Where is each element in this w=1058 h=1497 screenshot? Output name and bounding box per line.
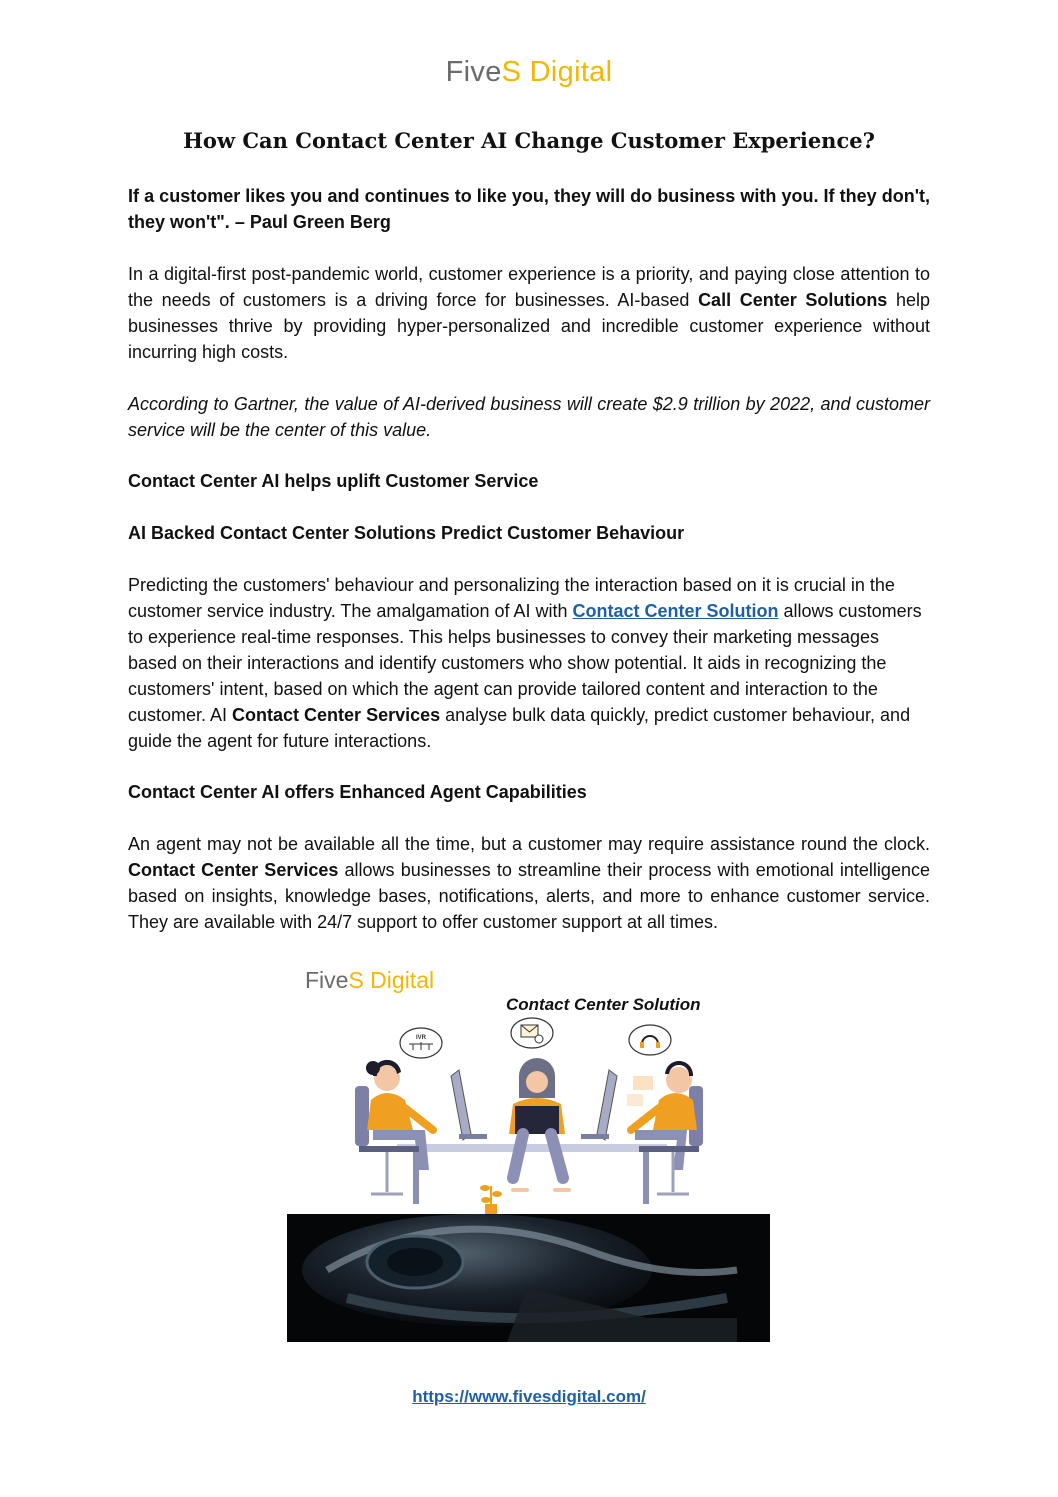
heading-predict: AI Backed Contact Center Solutions Predict Customer Behaviour (128, 523, 685, 543)
predict-text-3: analyse bulk data quickly, predict customer behaviour, and guide the agent for future interactions. (128, 705, 911, 751)
intro-paragraph (128, 261, 930, 365)
heading-uplift: Contact Center AI helps uplift Customer Service (128, 471, 539, 491)
note-decoration (627, 1094, 643, 1106)
headset-bubble-icon (629, 1025, 671, 1055)
footer-url (0, 1387, 1058, 1407)
agent-text-2: allows businesses to streamline their process with emotional intelligence based on insights, knowledge bases, notifications, alerts, and more to enhance customer service. They are available with 24/7 support to offer customer support at all times. (128, 860, 930, 932)
gartner-paragraph: According to Gartner, the value of AI-derived business will create $2.9 trillion by 2022, and customer service will be the center of this value. (128, 394, 930, 440)
ivr-label: IVR (415, 1035, 427, 1041)
contact-center-solution-link[interactable]: Contact Center Solution (572, 601, 779, 621)
predict-paragraph (128, 572, 930, 754)
mail-icon (511, 1018, 553, 1048)
predict-text-1: Predicting the customers' behaviour and personalizing the interaction based on it is crucial in the customer service industry. The amalgamation of AI with (128, 575, 895, 621)
brand-logo-part2: S Digital (501, 56, 613, 88)
contact-center-illustration (287, 958, 770, 1342)
figure-brand-part2: S Digital (348, 967, 435, 993)
figure-brand-part1: Five (305, 967, 349, 993)
intro-text-1: In a digital-first post-pandemic world, customer experience is a priority, and paying close attention to the needs of customers is a driving force for businesses. AI-based (128, 264, 930, 310)
agent-paragraph (128, 831, 930, 935)
figure-brand (305, 967, 434, 993)
headset-photo (287, 1214, 770, 1342)
note-decoration (633, 1076, 653, 1090)
brand-logo-part1: Five (445, 56, 502, 88)
page-title: How Can Contact Center AI Change Customer Experience? (183, 128, 875, 153)
website-link[interactable]: https://www.fivesdigital.com/ (412, 1387, 646, 1406)
predict-text-2: allows customers to experience real-time responses. This helps businesses to convey their marketing messages based on their interactions and identify customers who show potential. It aids in recognizing the customers' intent, based on which the agent can provide tailored content and interaction to the customer. AI (128, 601, 922, 725)
predict-bold-services: Contact Center Services (232, 705, 441, 725)
heading-agent: Contact Center AI offers Enhanced Agent Capabilities (128, 782, 587, 802)
ivr-icon (400, 1028, 442, 1058)
quote-paragraph: If a customer likes you and continues to like you, they will do business with you. If they don't, they won't". – Paul Green Berg (128, 186, 930, 232)
agent-bold-services: Contact Center Services (128, 860, 339, 880)
agent-text-1: An agent may not be available all the time, but a customer may require assistance round the clock. (128, 834, 930, 854)
brand-logo (0, 56, 1058, 89)
figure-caption: Contact Center Solution (506, 995, 701, 1014)
intro-bold-call-center: Call Center Solutions (698, 290, 888, 310)
intro-text-2: help businesses thrive by providing hyper-personalized and incredible customer experience without incurring high costs. (128, 290, 930, 362)
